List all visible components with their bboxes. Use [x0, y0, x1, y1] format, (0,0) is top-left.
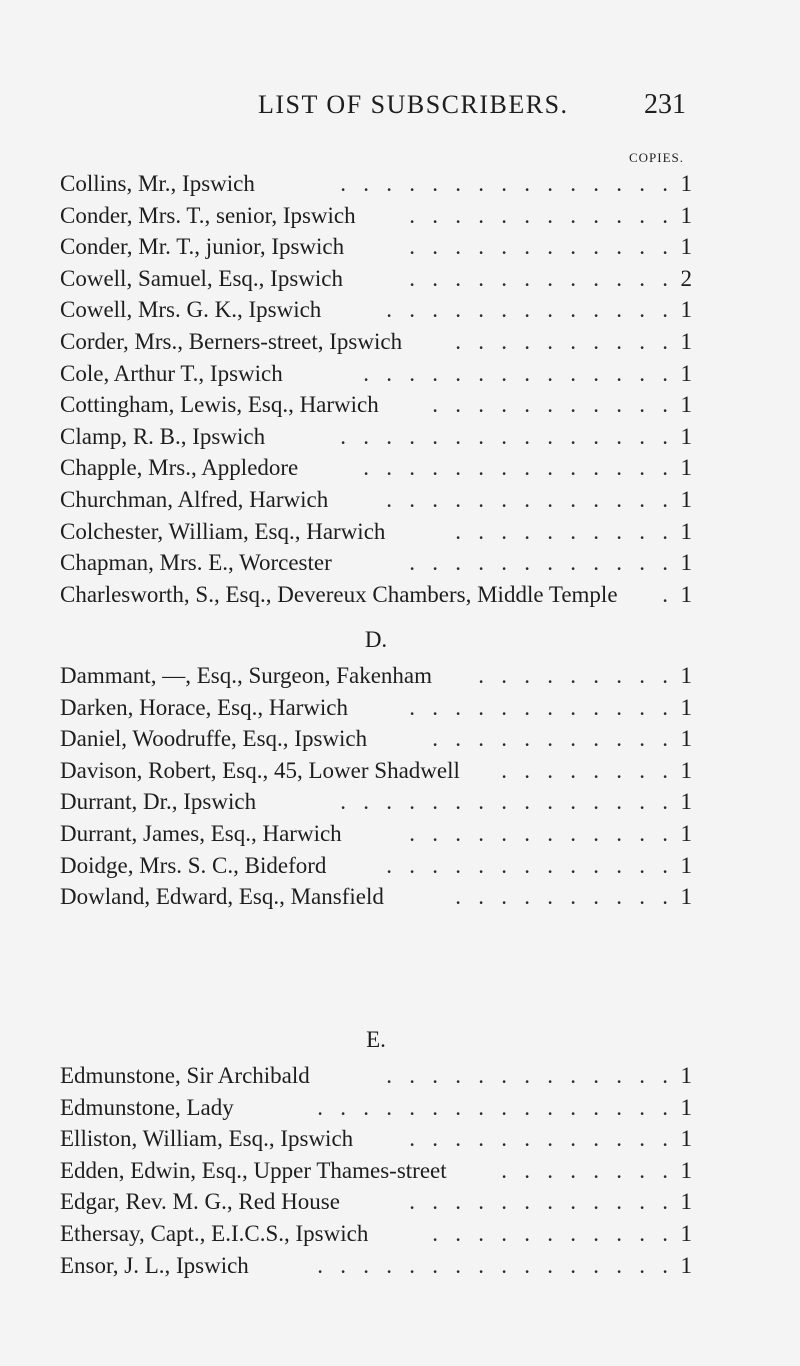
- copies-count: 1: [680, 550, 692, 576]
- copies-count: 1: [680, 820, 692, 846]
- subscriber-name: Charlesworth, S., Esq., Devereux Chambers, Middle Temple: [60, 581, 618, 607]
- subscriber-entry: [60, 358, 692, 390]
- subscriber-name: Chapple, Mrs., Appledore: [60, 455, 299, 481]
- copies-count: 1: [680, 360, 692, 386]
- page-number: 231: [644, 89, 686, 120]
- subscriber-name: Durrant, Dr., Ipswich: [60, 789, 257, 815]
- copies-count: 1: [680, 1157, 692, 1183]
- dot-leader: . . . . . . . . . . . . .: [386, 297, 668, 323]
- dot-leader: . . . . . . . . . . .: [432, 726, 668, 752]
- subscriber-name: Edden, Edwin, Esq., Upper Thames-street: [60, 1157, 447, 1183]
- subscriber-name: Edmunstone, Sir Archibald: [60, 1063, 310, 1088]
- subscriber-name: Conder, Mr. T., junior, Ipswich: [60, 234, 345, 260]
- dot-leader: . . . . . . . . . . .: [432, 1220, 668, 1246]
- dot-leader: . . . . . . . . . .: [455, 328, 668, 354]
- subscriber-entry: [60, 786, 692, 818]
- subscriber-entry: [60, 755, 692, 787]
- subscriber-name: Daniel, Woodruffe, Esq., Ipswich: [60, 726, 368, 752]
- subscriber-entry: [60, 516, 692, 548]
- copies-count: 1: [680, 171, 692, 196]
- copies-count: 1: [680, 392, 692, 418]
- dot-leader: . . . . . . . . . . . .: [409, 234, 668, 260]
- subscriber-name: Darken, Horace, Esq., Harwich: [60, 694, 349, 720]
- subscriber-name: Churchman, Alfred, Harwich: [60, 486, 329, 512]
- subscriber-name: Clamp, R. B., Ipswich: [60, 423, 266, 449]
- subscriber-entry: [60, 1060, 692, 1092]
- subscriber-entry: [60, 1218, 692, 1250]
- copies-column-label: COPIES.: [628, 150, 684, 165]
- copies-count: 1: [680, 1220, 692, 1246]
- subscriber-entry: [60, 484, 692, 516]
- copies-count: 1: [680, 663, 692, 688]
- copies-count: 1: [680, 694, 692, 720]
- copies-count: 1: [680, 1189, 692, 1215]
- subscriber-entry: [60, 231, 692, 263]
- dot-leader: . . . . . . . . . . . . . . . .: [317, 1252, 668, 1278]
- subscriber-name: Colchester, William, Esq., Harwich: [60, 518, 386, 544]
- subscriber-entry: [60, 1155, 692, 1187]
- dot-leader: . . . . . . . . . . . . . . .: [340, 789, 668, 815]
- section-heading: E.: [366, 1027, 386, 1052]
- dot-leader: . . . . . . . . . . . . .: [386, 852, 668, 878]
- subscriber-entry: [60, 168, 692, 200]
- subscriber-name: Elliston, William, Esq., Ipswich: [60, 1126, 354, 1152]
- subscriber-name: Cole, Arthur T., Ipswich: [60, 360, 283, 386]
- dot-leader: . . . . . . . . .: [478, 663, 668, 688]
- subscriber-name: Collins, Mr., Ipswich: [60, 171, 255, 196]
- copies-count: 1: [680, 757, 692, 783]
- section-e: [60, 1020, 692, 1281]
- subscriber-name: Corder, Mrs., Berners-street, Ipswich: [60, 328, 403, 354]
- dot-leader: . . . . . . . . . . . .: [409, 550, 668, 576]
- subscriber-entry: [60, 1186, 692, 1218]
- subscriber-name: Doidge, Mrs. S. C., Bideford: [60, 852, 327, 878]
- subscriber-entry: [60, 326, 692, 358]
- subscriber-entry: [60, 547, 692, 579]
- running-title: LIST OF SUBSCRIBERS.: [258, 90, 569, 119]
- copies-count: 1: [680, 234, 692, 260]
- copies-count: 1: [680, 1252, 692, 1278]
- dot-leader: . . . . . . . . . . . .: [409, 1126, 668, 1152]
- copies-count: 1: [680, 1126, 692, 1152]
- subscriber-name: Davison, Robert, Esq., 45, Lower Shadwell: [60, 757, 460, 783]
- subscriber-entry: [60, 389, 692, 421]
- subscriber-entry: [60, 818, 692, 850]
- page-header: [0, 90, 800, 120]
- subscriber-name: Ensor, J. L., Ipswich: [60, 1252, 249, 1278]
- dot-leader: . . . . . . . . . . . . . .: [363, 360, 668, 386]
- section-d: [60, 620, 692, 913]
- dot-leader: . . . . . . . . . . . .: [409, 820, 668, 846]
- dot-leader: . . . . . . . . . . . . . . .: [340, 423, 668, 449]
- copies-count: 1: [680, 789, 692, 815]
- dot-leader: . . . . . . . . . . . . . .: [363, 455, 668, 481]
- subscriber-entry: [60, 1092, 692, 1124]
- subscriber-name: Ethersay, Capt., E.I.C.S., Ipswich: [60, 1220, 369, 1246]
- subscriber-entry: [60, 452, 692, 484]
- subscriber-entry: [60, 200, 692, 232]
- subscriber-name: Conder, Mrs. T., senior, Ipswich: [60, 202, 356, 228]
- copies-count: 1: [680, 202, 692, 228]
- section-c: [60, 168, 692, 610]
- dot-leader: . . . . . . . . . . . . . . .: [340, 171, 668, 196]
- dot-leader: . . . . . . . . . . .: [432, 392, 668, 418]
- copies-count: 1: [680, 726, 692, 752]
- subscriber-entry: [60, 692, 692, 724]
- subscriber-entry: [60, 421, 692, 453]
- subscriber-entry: [60, 1123, 692, 1155]
- subscriber-name: Cottingham, Lewis, Esq., Harwich: [60, 392, 379, 418]
- subscriber-entry: [60, 723, 692, 755]
- subscriber-entry: [60, 263, 692, 295]
- subscriber-name: Edgar, Rev. M. G., Red House: [60, 1189, 340, 1215]
- copies-count: 1: [680, 423, 692, 449]
- copies-count: 1: [680, 1094, 692, 1120]
- dot-leader: . . . . . . . . . . . .: [409, 694, 668, 720]
- subscriber-entry: [60, 294, 692, 326]
- dot-leader: . . . . . . . . . .: [455, 884, 668, 910]
- subscriber-entry: [60, 1250, 692, 1282]
- copies-count: 1: [680, 297, 692, 323]
- copies-count: 1: [680, 518, 692, 544]
- dot-leader: .: [662, 581, 668, 607]
- subscriber-entry: [60, 579, 692, 611]
- dot-leader: . . . . . . . . . . . .: [409, 1189, 668, 1215]
- subscriber-entry: [60, 850, 692, 882]
- subscriber-name: Chapman, Mrs. E., Worcester: [60, 550, 332, 576]
- copies-count: 1: [680, 884, 692, 910]
- subscriber-name: Cowell, Mrs. G. K., Ipswich: [60, 297, 322, 323]
- subscriber-entry: [60, 660, 692, 692]
- copies-count: 1: [680, 486, 692, 512]
- dot-leader: . . . . . . . . . . . . .: [386, 1063, 668, 1088]
- subscriber-name: Dammant, —, Esq., Surgeon, Fakenham: [60, 663, 432, 688]
- dot-leader: . . . . . . . . . . . .: [409, 265, 668, 291]
- copies-count: 1: [680, 1063, 692, 1088]
- dot-leader: . . . . . . . . . . . .: [409, 202, 668, 228]
- dot-leader: . . . . . . . .: [501, 1157, 668, 1183]
- subscriber-name: Durrant, James, Esq., Harwich: [60, 820, 342, 846]
- subscriber-name: Dowland, Edward, Esq., Mansfield: [60, 884, 384, 910]
- subscriber-name: Edmunstone, Lady: [60, 1094, 234, 1120]
- copies-count: 1: [680, 852, 692, 878]
- copies-count: 2: [680, 265, 692, 291]
- section-heading: D.: [364, 627, 388, 652]
- copies-count: 1: [680, 328, 692, 354]
- dot-leader: . . . . . . . . . .: [455, 518, 668, 544]
- copies-count: 1: [680, 455, 692, 481]
- subscriber-name: Cowell, Samuel, Esq., Ipswich: [60, 265, 343, 291]
- dot-leader: . . . . . . . . . . . . .: [386, 486, 668, 512]
- dot-leader: . . . . . . . .: [501, 757, 668, 783]
- dot-leader: . . . . . . . . . . . . . . . .: [317, 1094, 668, 1120]
- subscriber-entry: [60, 881, 692, 913]
- copies-count: 1: [680, 581, 692, 607]
